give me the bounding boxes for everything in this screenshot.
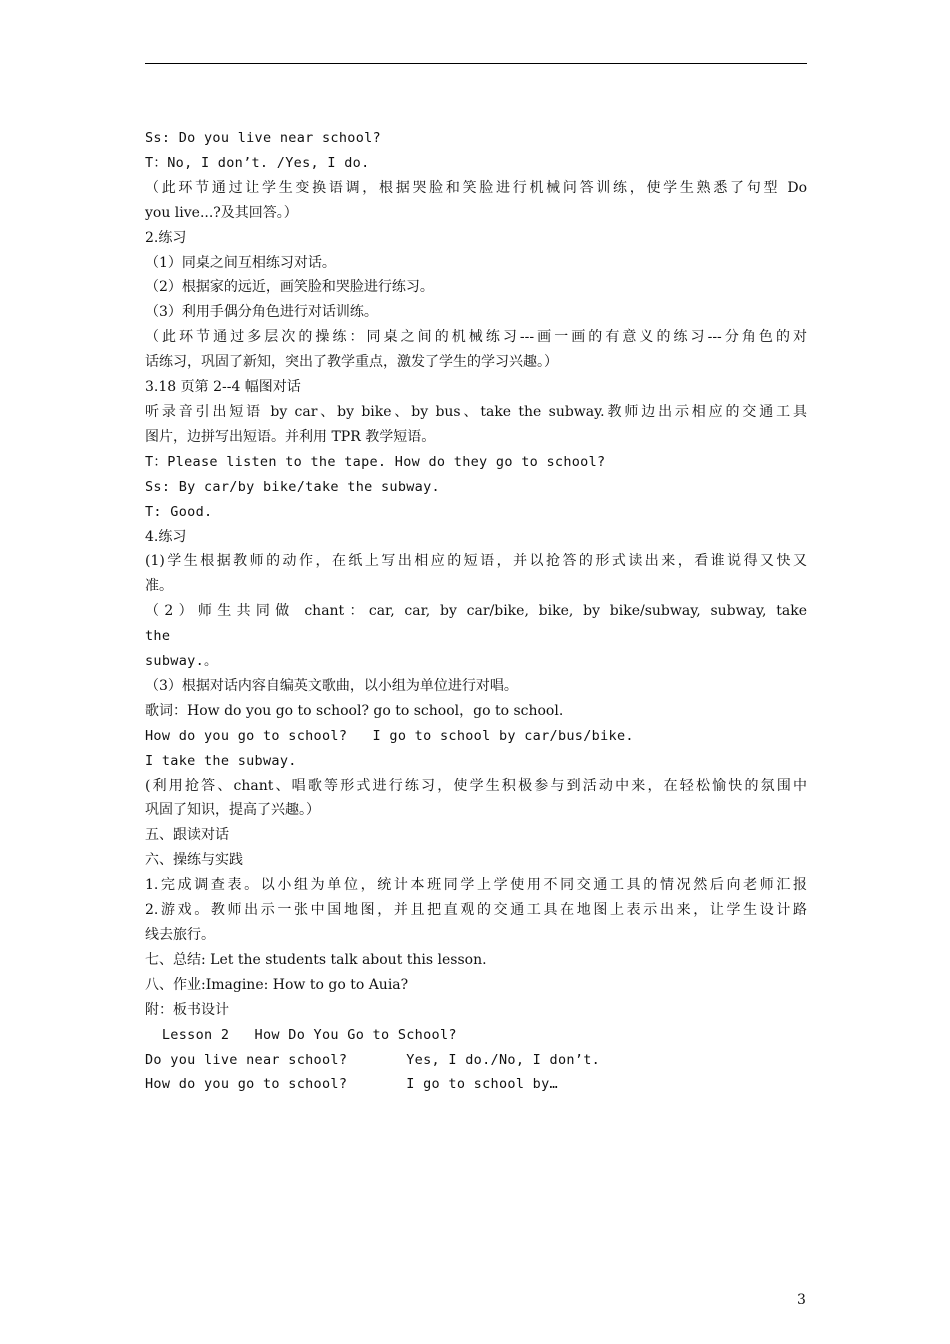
- text-line: （1）同桌之间互相练习对话。: [145, 254, 336, 271]
- text-line: 话练习，巩固了新知，突出了教学重点，激发了学生的学习兴趣。）: [145, 354, 558, 371]
- text-line: T: Good.: [145, 503, 213, 520]
- section-heading: 五、跟读对话: [145, 827, 229, 844]
- text-line: Ss: By car/by bike/take the subway.: [145, 478, 440, 495]
- text-line: T：Please listen to the tape. How do they go to school?: [145, 453, 606, 470]
- text-line: 听录音引出短语 by car、by bike、by bus、take the subway.教师边出示相应的交通工具: [145, 403, 807, 420]
- board-title: Lesson 2 How Do You Go to School?: [145, 1026, 457, 1043]
- text-line: the: [145, 628, 171, 645]
- text-line: 歌词：How do you go to school? go to school，go to school.: [145, 702, 564, 719]
- text-line: (利用抢答、chant、唱歌等形式进行练习，使学生积极参与到活动中来，在轻松愉快的氛围中: [145, 777, 807, 794]
- text-line: （3）根据对话内容自编英文歌曲，以小组为单位进行对唱。: [145, 677, 518, 694]
- section-heading: 七、总结: Let the students talk about this lesson.: [145, 951, 487, 968]
- section-heading: 附：板书设计: [145, 1001, 229, 1018]
- section-heading: 八、作业:Imagine: How to go to Auia?: [145, 976, 409, 993]
- board-line: How do you go to school? I go to school by…: [145, 1076, 558, 1093]
- document-body: [145, 126, 807, 1097]
- text-line: 1.完成调查表。以小组为单位，统计本班同学上学使用不同交通工具的情况然后向老师汇报: [145, 877, 807, 894]
- text-line: （3）利用手偶分角色进行对话训练。: [145, 304, 378, 321]
- text-line: Ss: Do you live near school?: [145, 130, 381, 146]
- section-heading: 3.18 页第 2--4 幅图对话: [145, 379, 301, 396]
- section-heading: 2.练习: [145, 229, 187, 246]
- text-line: 2.游戏。教师出示一张中国地图，并且把直观的交通工具在地图上表示出来，让学生设计路: [145, 902, 807, 919]
- section-heading: 4.练习: [145, 528, 187, 545]
- text-line: (1)学生根据教师的动作，在纸上写出相应的短语，并以抢答的形式读出来，看谁说得又快又: [145, 553, 807, 570]
- text-line: （2）师生共同做 chant：car, car, by car/bike, bike, by bike/subway, subway, take: [145, 603, 807, 620]
- text-line: you live...?及其回答。）: [145, 204, 298, 221]
- text-line: 准。: [145, 578, 173, 595]
- header-rule: [145, 63, 807, 64]
- text-line: （此环节通过让学生变换语调，根据哭脸和笑脸进行机械问答训练，使学生熟悉了句型 Do: [145, 179, 807, 196]
- text-line: （2）根据家的远近，画笑脸和哭脸进行练习。: [145, 279, 434, 296]
- section-heading: 六、操练与实践: [145, 852, 243, 869]
- text-line: 线去旅行。: [145, 927, 215, 943]
- board-line: Do you live near school? Yes, I do./No, I don’t.: [145, 1051, 601, 1068]
- text-line: subway.。: [145, 653, 218, 670]
- text-line: How do you go to school? I go to school by car/bus/bike.: [145, 727, 634, 744]
- text-line: （此环节通过多层次的操练：同桌之间的机械练习---画一画的有意义的练习---分角色的对: [145, 329, 807, 346]
- text-line: 图片，边拼写出短语。并利用 TPR 教学短语。: [145, 428, 436, 445]
- text-line: 巩固了知识，提高了兴趣。）: [145, 802, 320, 819]
- page-number: 3: [797, 1292, 806, 1308]
- text-line: I take the subway.: [145, 752, 297, 769]
- text-line: T：No, I don’t. /Yes, I do.: [145, 154, 370, 171]
